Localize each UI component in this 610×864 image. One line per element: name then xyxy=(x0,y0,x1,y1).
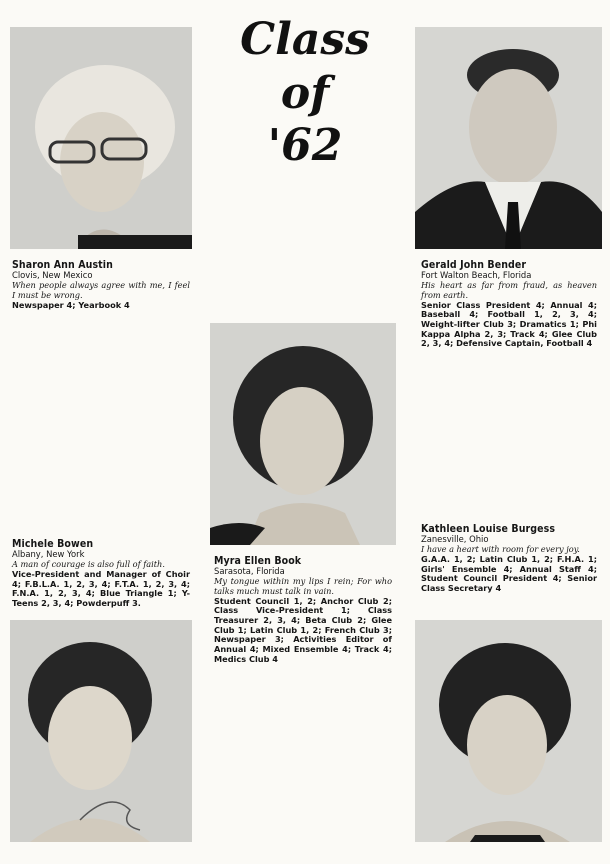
student-name: Myra Ellen Book xyxy=(214,555,302,567)
student-hometown: Fort Walton Beach, Florida xyxy=(421,270,532,281)
student-quote: I have a heart with room for every joy. xyxy=(421,544,580,555)
bio-sharon-austin xyxy=(12,259,190,310)
portrait-gerald-bender xyxy=(415,27,602,249)
student-activities: Vice-President and Manager of Choir 4; F.B.L.A. 1, 2, 3, 4; F.T.A. 1, 2, 3, 4; F.N.A. 1, 2, 3, 4; Blue Triangle 1; Y-Teens 2, 3, 4; Powderpuff 3. xyxy=(12,568,190,608)
student-hometown: Sarasota, Florida xyxy=(214,566,285,577)
student-activities: G.A.A. 1, 2; Latin Club 1, 2; F.H.A. 1; Girls' Ensemble 4; Annual Staff 4; Student Council President 4; Senior Class Secretary 4 xyxy=(421,553,597,593)
student-hometown: Zanesville, Ohio xyxy=(421,534,489,545)
student-name: Sharon Ann Austin xyxy=(12,259,113,271)
student-quote: His heart as far from fraud, as heaven from earth. xyxy=(421,280,597,300)
portrait-kathleen-burgess xyxy=(415,620,602,842)
student-hometown: Clovis, New Mexico xyxy=(12,270,93,281)
portrait-michele-bowen xyxy=(10,620,192,842)
student-activities: Newspaper 4; Yearbook 4 xyxy=(12,299,130,310)
student-quote: When people always agree with me, I feel I must be wrong. xyxy=(12,280,190,300)
portrait-myra-book xyxy=(210,323,396,545)
student-quote: A man of courage is also full of faith. xyxy=(12,559,165,570)
bio-gerald-bender xyxy=(421,259,597,349)
bio-myra-book xyxy=(214,555,392,664)
title-line-year: '62 xyxy=(267,120,343,171)
title-line-of: of xyxy=(280,68,330,119)
student-name: Kathleen Louise Burgess xyxy=(421,523,556,535)
portrait-sharon-austin xyxy=(10,27,192,249)
student-quote: My tongue within my lips I rein; For who talks much must talk in vain. xyxy=(214,576,392,596)
student-name: Gerald John Bender xyxy=(421,259,527,271)
student-activities: Student Council 1, 2; Anchor Club 2; Class Vice-President 1; Class Treasurer 2, 3, 4; Beta Club 2; Glee Club 1; Latin Club 1, 2; French Club 3; Newspaper 3; Activities Editor of Annual 4; Mixed Ensemble 4; Track 4; Medics Club 4 xyxy=(214,595,392,664)
student-hometown: Albany, New York xyxy=(12,549,85,560)
student-name: Michele Bowen xyxy=(12,538,94,550)
bio-michele-bowen xyxy=(12,538,190,609)
title-line-class: Class xyxy=(240,14,370,65)
bio-kathleen-burgess xyxy=(421,523,597,594)
page-title xyxy=(220,14,390,171)
student-activities: Senior Class President 4; Annual 4; Baseball 4; Football 1, 2, 3, 4; Weight-lifter Club 3; Dramatics 1; Phi Kappa Alpha 2, 3; Track 4; Glee Club 2, 3, 4; Defensive Captain, Football 4 xyxy=(421,299,597,349)
